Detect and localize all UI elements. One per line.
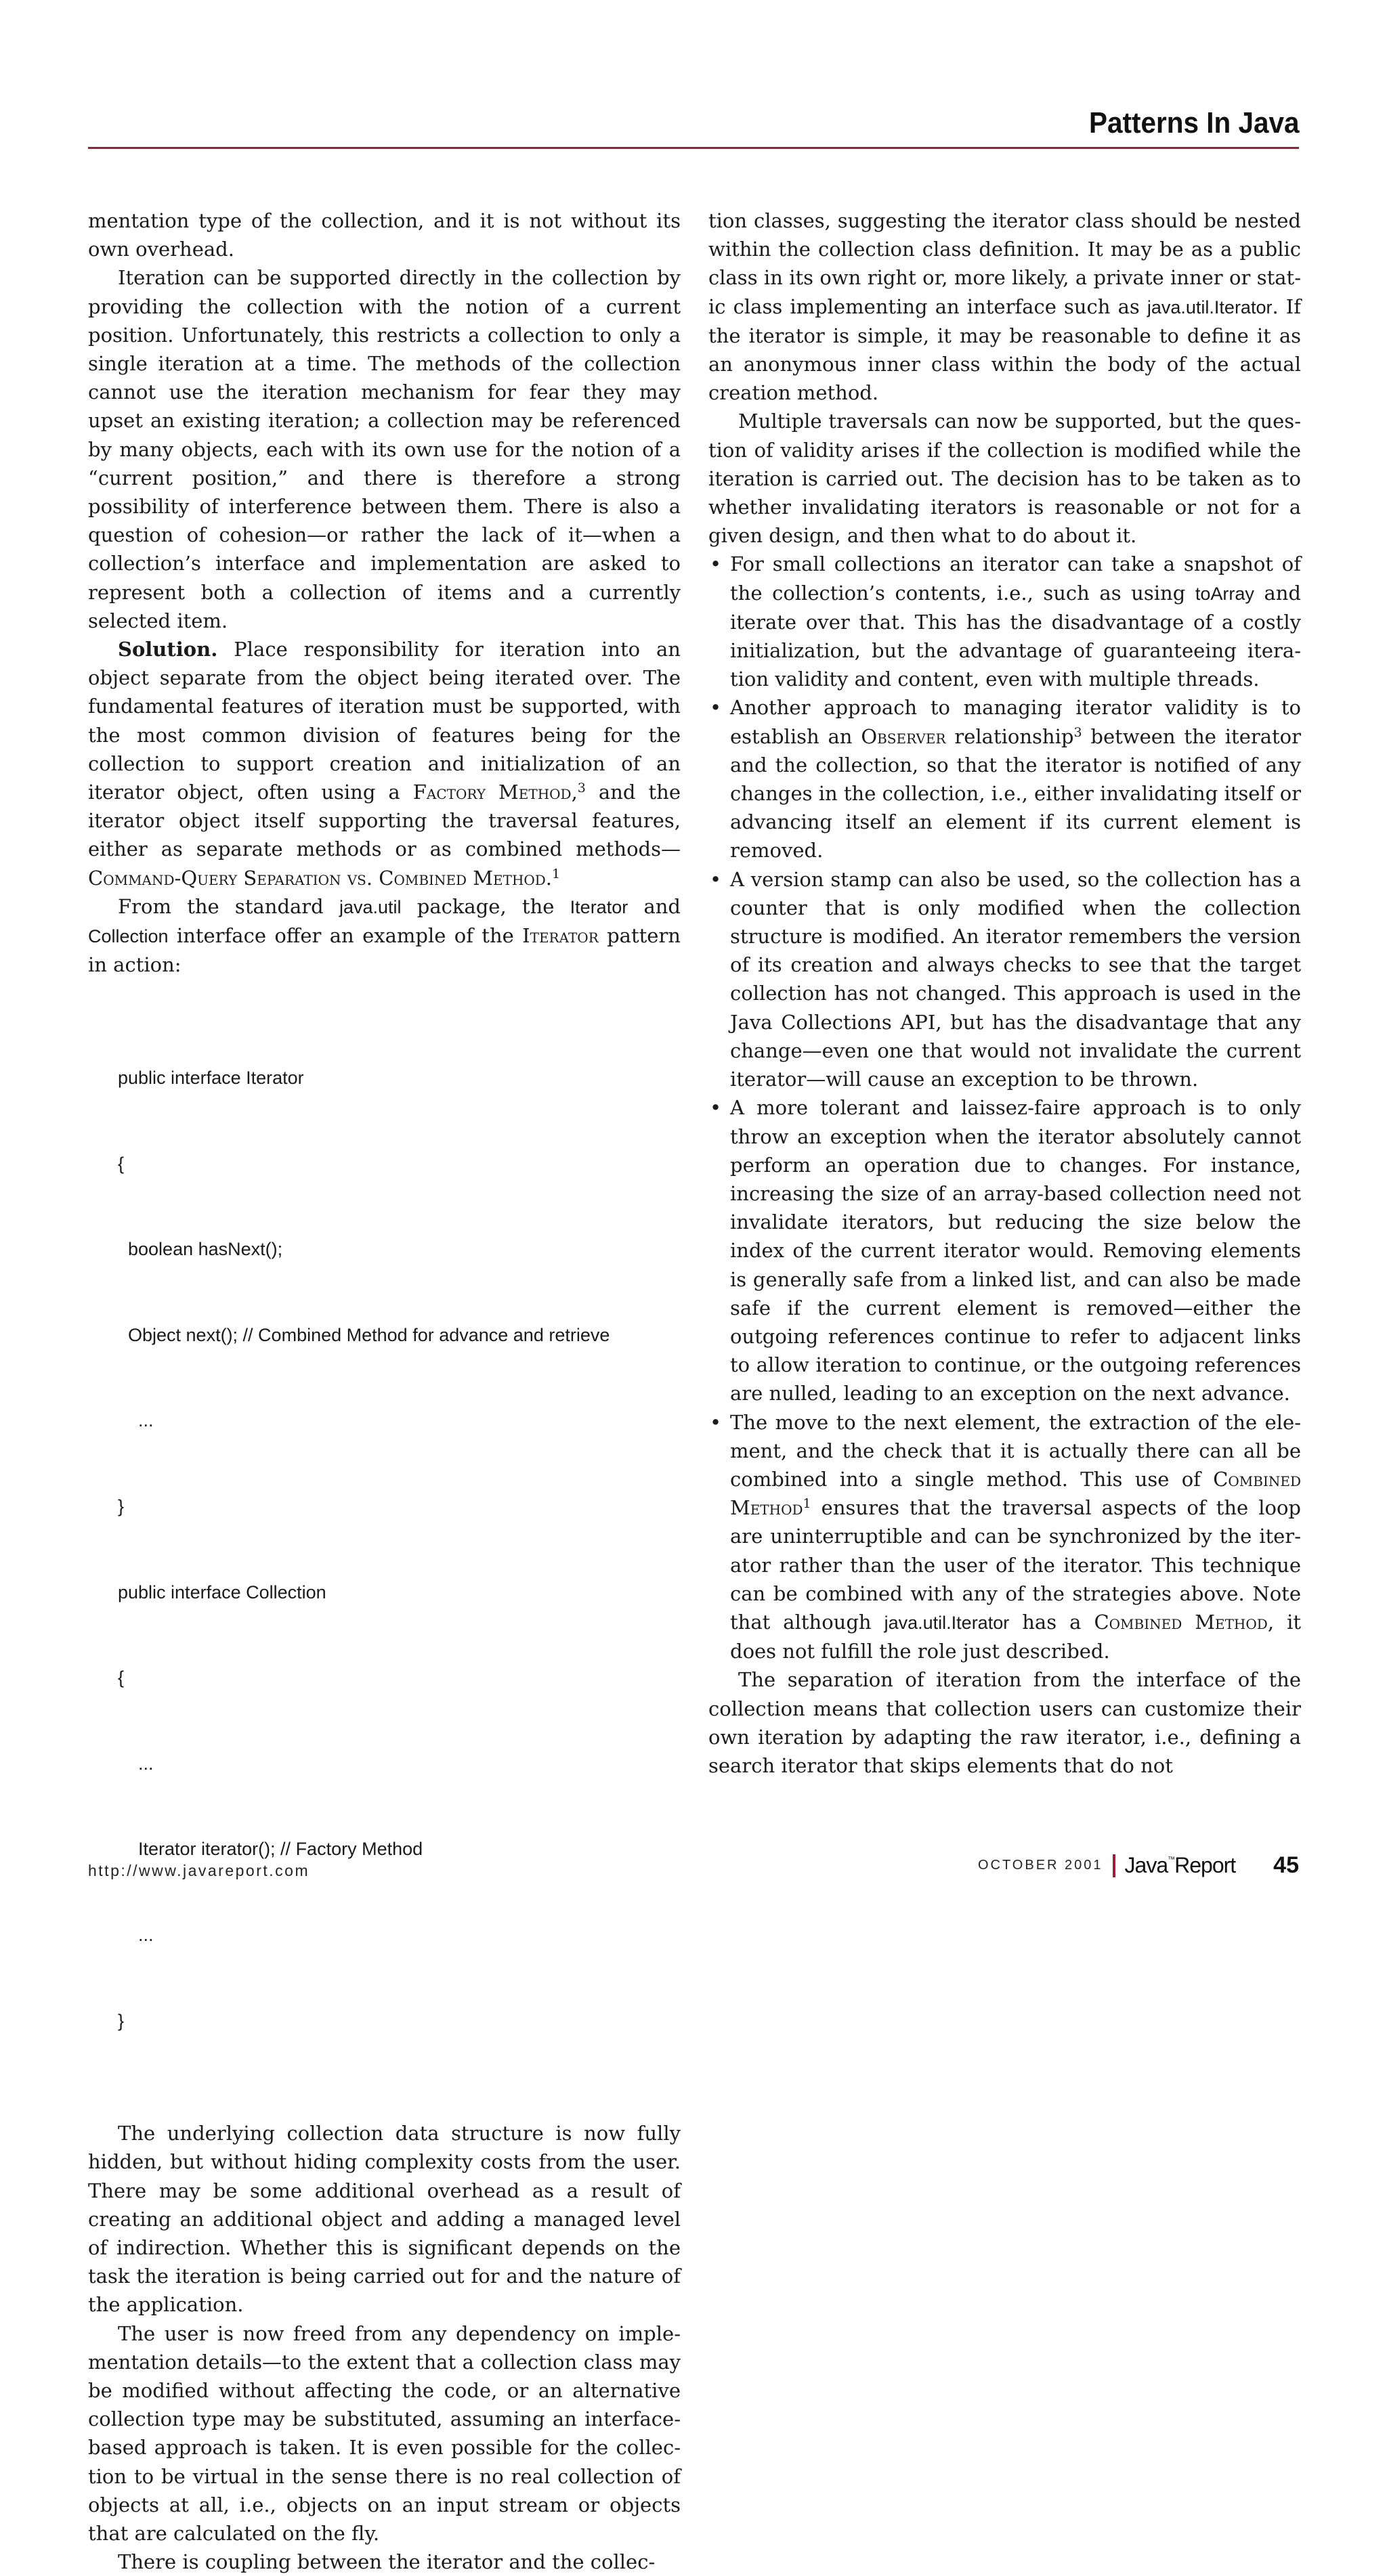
footnote-ref: 3 <box>1073 724 1082 740</box>
page-number: 45 <box>1273 1852 1299 1878</box>
text-run: A more tolerant and laissez-faire approach is to only throw an exception when the iterator absolutely cannot perform an operation due to changes. For instance, increasing the size of an array-based collection need not invalidate iterators, but reducing the size below the index of the current iterator would. Removing elements is generally safe from a linked list, and can also be made safe if the current element is removed—either the outgoing references continue to refer to adjacent links to allow iteration to continue, or the outgoing references are nulled, leading to an exception on the next advance. <box>730 1096 1301 1405</box>
footer-url: http://www.javareport.com <box>88 1862 310 1879</box>
list-item <box>708 1093 1301 1407</box>
code-line: public interface Iterator <box>118 1067 304 1088</box>
pattern-name: Factory Method, <box>412 781 578 804</box>
code-line: boolean hasNext(); <box>118 1239 283 1260</box>
code-term: java.util <box>339 896 402 917</box>
paragraph <box>708 206 1301 407</box>
code-line: { <box>118 1153 125 1174</box>
footnote-ref: 1 <box>552 866 561 881</box>
text-run: package, the <box>401 894 570 918</box>
footer-date: OCTOBER 2001 <box>977 1858 1103 1873</box>
code-line: } <box>118 2010 125 2031</box>
code-line: Iterator iterator(); // Factory Method <box>118 1839 423 1860</box>
paragraph: mentation type of the collection, and it is not without its own overhead. <box>88 209 681 261</box>
bullet-icon: • <box>710 696 722 720</box>
bullet-icon: • <box>710 1410 722 1434</box>
text-run: relationship <box>945 724 1074 748</box>
magazine-name: Report <box>1174 1853 1236 1877</box>
left-column <box>88 206 681 2576</box>
code-term: Collection <box>88 926 169 947</box>
text-run: between the iterator and the collection, so that the iterator is notified of any changes in the collection, i.e., either invalidating itself or advancing itself an element if its current element is removed. <box>730 724 1302 863</box>
footnote-ref: 1 <box>803 1496 811 1512</box>
pattern-name: Observer <box>861 724 946 748</box>
text-run: The move to the next element, the extraction of the element, and the check that it is actually there can all be combined into a single method. This use of <box>730 1410 1301 1491</box>
code-term: java.util.Iterator <box>1147 297 1273 318</box>
code-line: ... <box>118 1924 154 1945</box>
footnote-ref: 3 <box>577 781 586 796</box>
text-run: pattern in action: <box>88 924 681 977</box>
pattern-name: Combined Method <box>1094 1610 1268 1634</box>
text-run: ensures that the traversal aspects of the loop are uninterruptible and can be synchronized by the iterator rather than the user of the iterator. This technique can be combined with any of the strategies above. Note that although <box>730 1496 1301 1634</box>
list-item <box>708 865 1301 1094</box>
header-rule <box>88 147 1299 149</box>
bullet-icon: • <box>710 1096 722 1120</box>
code-line: public interface Collection <box>118 1581 326 1602</box>
text-run: has a <box>1009 1610 1094 1634</box>
solution-label: Solution. <box>118 638 218 661</box>
list-item <box>708 693 1301 865</box>
text-run: tion classes, suggesting the iterator class should be nested within the collection class definition. It may be as a public class in its own right or, more likely, a private inner or static class implementing an interface such as <box>708 209 1301 318</box>
text-run: For small collections an iterator can take a snapshot of the collection’s contents, i.e., such as using <box>730 552 1301 605</box>
list-item <box>708 1408 1301 1666</box>
strategy-list <box>708 550 1301 1665</box>
code-line: Object next(); // Combined Method for advance and retrieve <box>118 1324 610 1345</box>
trademark-mark: ™ <box>1168 1856 1175 1864</box>
paragraph: The separation of iteration from the interface of the collection means that collection users can customize their own iteration by adapting the raw iterator, i.e., defining a search iterator that skips elements that do not <box>708 1668 1301 1777</box>
text-run: From the standard <box>118 894 339 918</box>
bullet-icon: • <box>710 867 722 891</box>
code-term: toArray <box>1195 583 1254 604</box>
text-run: interface offer an example of the <box>168 924 523 948</box>
code-line: ... <box>118 1753 154 1774</box>
code-line: { <box>118 1667 125 1688</box>
text-run: Place responsibility for iteration into an object separate from the object being iterated over. The fundamental features of iteration must be supported, with the most common division of features being for the collection to support creation and initialization of an iterator object, often using a <box>88 638 681 804</box>
solution-paragraph <box>88 635 681 892</box>
pattern-name: Iterator <box>522 924 599 948</box>
text-run: . If the iterator is simple, it may be reasonable to define it as an anonymous inner class within the body of the actual creation method. <box>708 294 1301 405</box>
text-run: and <box>628 894 681 918</box>
list-item <box>708 550 1301 693</box>
text-run: Another approach to managing iterator validity is to establish an <box>730 696 1301 748</box>
text-run: , it does not fulfill the role just described. <box>730 1610 1301 1663</box>
paragraph: The underlying collection data structure is now fully hidden, but without hiding complexity costs from the user. There may be some additional overhead as a result of creating an additional object and adding a managed level of indirection. Whether this is significant depends on the task the iteration is being carried out for and the nature of the application. <box>88 2122 681 2317</box>
code-line: } <box>118 1496 125 1516</box>
paragraph: Iteration can be supported directly in the collection by providing the collection with the notion of a current position. Unfortunately, this restricts a collection to only a single iteration at a time. The methods of the collection cannot use the iteration mechanism for fear they may upset an existing iteration; a collection may be referenced by many objects, each with its own use for the notion of a “current position,” and there is therefore a strong possibility of interference between them. There is also a question of cohesion—or rather the lack of it—when a collection’s interface and implementation are asked to represent both a collection of items and a currently selected item. <box>88 266 681 632</box>
paragraph: The user is now freed from any dependency on implementation details—to the extent that a collection class may be modified without affecting the code, or an alternative collection type may be substituted, assuming an interface-based approach is taken. It is even possible for the collection to be virtual in the sense there is no real collection of objects at all, i.e., objects on an input stream or objects that are calculated on the fly. <box>88 2321 681 2546</box>
footer-publication <box>978 1852 1299 1879</box>
footer-divider <box>1113 1854 1115 1877</box>
code-term: Iterator <box>570 896 628 917</box>
magazine-name: Java <box>1124 1853 1168 1877</box>
text-run: and the iterator object itself supporting the traversal features, either as separate methods or as combined methods— <box>88 781 681 861</box>
code-term: java.util.Iterator <box>884 1612 1010 1633</box>
code-listing <box>118 1006 681 2092</box>
code-line: ... <box>118 1410 154 1431</box>
paragraph: There is coupling between the iterator and the collec- <box>118 2550 656 2574</box>
pattern-name: Combined Method <box>730 1467 1301 1520</box>
text-run: A version stamp can also be used, so the collection has a counter that is only modified when the collection structure is modified. An iterator remembers the version of its creation and always checks to see that the target collection has not changed. This approach is used in the Java Collections API, but has the disadvantage that any change—even one that would not invalidate the current iterator—will cause an exception to be thrown. <box>730 867 1301 1091</box>
right-column <box>708 206 1301 1780</box>
paragraph: Multiple traversals can now be supported, but the question of validity arises if the collection is modified while the iteration is carried out. The decision has to be taken as to whether invalidating iterators is reasonable or not for a given design, and then what to do about it. <box>708 410 1301 548</box>
bullet-icon: • <box>710 552 722 576</box>
page-header-title: Patterns In Java <box>1088 106 1299 139</box>
pattern-name: Command-Query Separation vs. Combined Method. <box>88 866 553 890</box>
text-run: and iterate over that. This has the disadvantage of a costly initialization, but the advantage of guaranteeing iteration validity and content, even with multiple threads. <box>730 581 1301 691</box>
paragraph <box>88 892 681 980</box>
magazine-logo <box>1125 1853 1236 1878</box>
